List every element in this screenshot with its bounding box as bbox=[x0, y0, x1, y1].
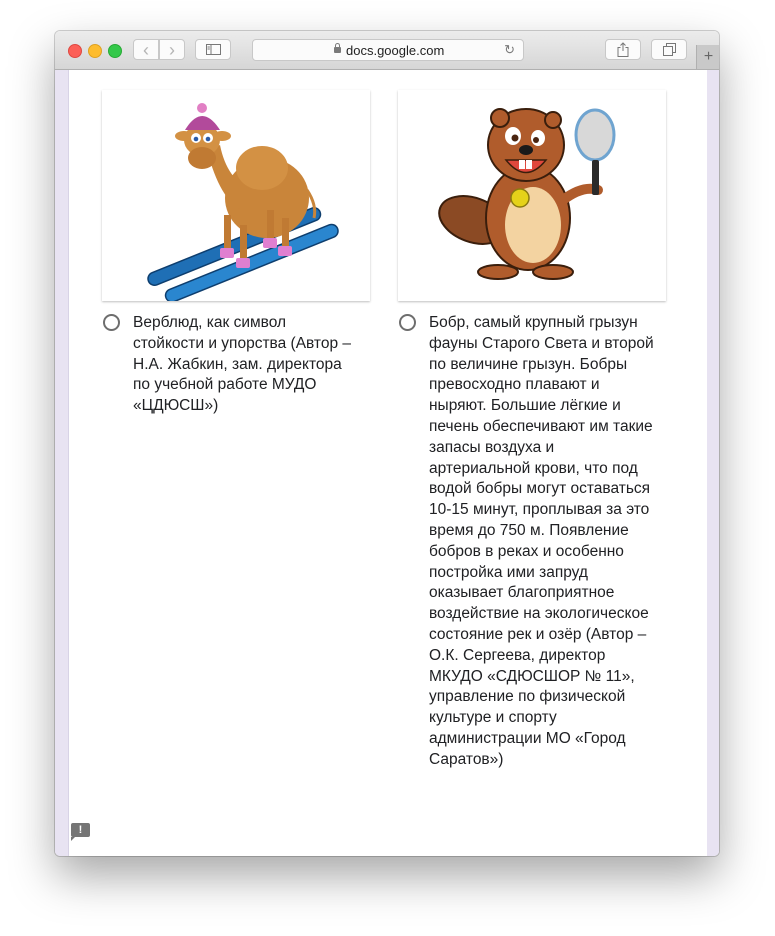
feedback-button[interactable] bbox=[71, 823, 90, 837]
chevron-right-icon: › bbox=[169, 39, 175, 60]
form-content bbox=[69, 70, 707, 856]
forward-button[interactable] bbox=[159, 39, 185, 60]
radio-button[interactable] bbox=[399, 314, 416, 331]
option-label: Бобр, самый крупный грызун фауны Старого Света и второй по величине грызун. Бобры превосходно плавают и ныряют. Большие лёгкие и печень обеспечивают им такие запасы воздуха и артериальной крови, что под водой бобры могут оставаться 10-15 минут, проплывая за это время до 750 м. Появление бобров в реках и особенно постройка ими запруд оказывает благоприятное воздействие на экологическое состояние рек и озёр (Автор – О.К. Сергеева, директор МКУДО «СДЮСШОР № 11», управление по физической культуре и спорту администрации МО «Город Саратов») bbox=[429, 314, 654, 768]
left-page-margin bbox=[55, 70, 69, 856]
address-bar[interactable] bbox=[252, 39, 524, 61]
zoom-window-button[interactable] bbox=[108, 44, 122, 58]
radio-option-beaver[interactable] bbox=[399, 313, 654, 771]
right-page-margin bbox=[706, 70, 719, 856]
radio-button[interactable] bbox=[103, 314, 120, 331]
share-button[interactable] bbox=[605, 39, 641, 60]
camel-on-skis-illustration bbox=[102, 90, 370, 301]
sidebar-icon bbox=[206, 44, 221, 55]
radio-option-camel[interactable] bbox=[103, 313, 353, 417]
show-tabs-button[interactable] bbox=[651, 39, 687, 60]
report-icon: ! bbox=[78, 824, 83, 836]
close-window-button[interactable] bbox=[68, 44, 82, 58]
browser-window bbox=[55, 31, 719, 856]
tabs-icon bbox=[663, 43, 676, 56]
chevron-left-icon: ‹ bbox=[143, 39, 149, 60]
new-tab-button[interactable] bbox=[696, 45, 719, 69]
sidebar-toggle-button[interactable] bbox=[195, 39, 231, 60]
minimize-window-button[interactable] bbox=[88, 44, 102, 58]
lock-icon bbox=[334, 47, 341, 53]
plus-icon: + bbox=[703, 48, 714, 65]
back-button[interactable] bbox=[133, 39, 159, 60]
browser-toolbar bbox=[55, 31, 719, 70]
option-label: Верблюд, как символ стойкости и упорства (Автор – Н.А. Жабкин, зам. директора по учебной работе МУДО «ЦДЮСШ») bbox=[133, 314, 352, 415]
url-text: docs.google.com bbox=[346, 43, 445, 58]
option-image-camel bbox=[102, 90, 370, 301]
reload-icon[interactable]: ↻ bbox=[504, 42, 515, 57]
share-icon bbox=[617, 42, 629, 57]
beaver-with-tennis-racket-illustration bbox=[398, 90, 666, 301]
option-image-beaver bbox=[398, 90, 666, 301]
